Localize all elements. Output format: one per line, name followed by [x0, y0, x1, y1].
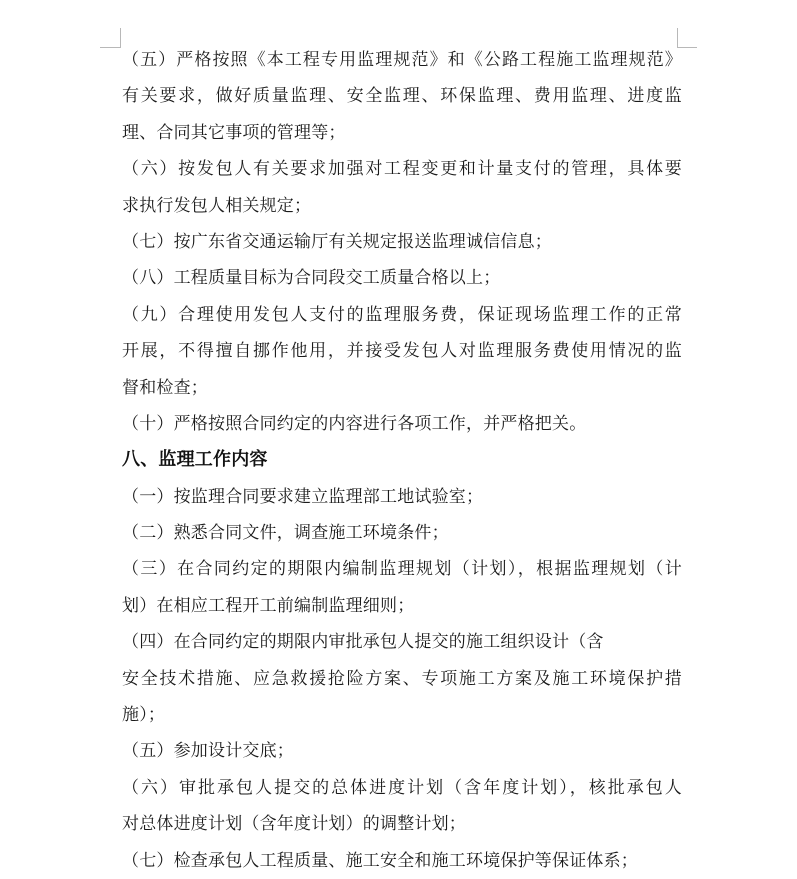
text-line: （九）合理使用发包人支付的监理服务费，保证现场监理工作的正常 — [122, 304, 682, 325]
text-line: 有关要求，做好质量监理、安全监理、环保监理、费用监理、进度监 — [122, 86, 682, 107]
text-line: 开展，不得擅自挪作他用，并接受发包人对监理服务费使用情况的监 — [122, 341, 682, 362]
text-line: 安全技术措施、应急救援抢险方案、专项施工方案及施工环境保护措 — [122, 668, 682, 689]
text-line: （七）按广东省交通运输厅有关规定报送监理诚信信息； — [122, 231, 552, 252]
text-line: （四）在合同约定的期限内审批承包人提交的施工组织设计（含 — [122, 632, 604, 653]
text-line: （六）审批承包人提交的总体进度计划（含年度计划），核批承包人 — [122, 777, 682, 798]
text-line: （十）严格按照合同约定的内容进行各项工作，并严格把关。 — [122, 413, 587, 434]
text-line: （三）在合同约定的期限内编制监理规划（计划），根据监理规划（计 — [122, 559, 682, 580]
document-body — [122, 42, 682, 879]
text-line: 求执行发包人相关规定； — [122, 195, 312, 216]
text-line: 划）在相应工程开工前编制监理细则； — [122, 595, 415, 616]
section-heading: 八、监理工作内容 — [122, 449, 268, 471]
text-line: 施）； — [122, 705, 166, 726]
text-line: 理、合同其它事项的管理等； — [122, 122, 346, 143]
crop-mark-top-left-horizontal — [100, 47, 120, 48]
text-line: （八）工程质量目标为合同段交工质量合格以上； — [122, 268, 501, 289]
text-line: （七）检查承包人工程质量、施工安全和施工环境保护等保证体系； — [122, 850, 638, 871]
text-line: 督和检查； — [122, 377, 208, 398]
text-line: （六）按发包人有关要求加强对工程变更和计量支付的管理，具体要 — [122, 159, 682, 180]
text-line: （五）参加设计交底； — [122, 741, 294, 762]
text-line: 对总体进度计划（含年度计划）的调整计划； — [122, 814, 466, 835]
text-line: （五）严格按照《本工程专用监理规范》和《公路工程施工监理规范》 — [122, 50, 682, 70]
crop-mark-top-left-vertical — [120, 28, 121, 48]
text-line: （一）按监理合同要求建立监理部工地试验室； — [122, 486, 484, 507]
text-line: （二）熟悉合同文件，调查施工环境条件； — [122, 523, 449, 544]
